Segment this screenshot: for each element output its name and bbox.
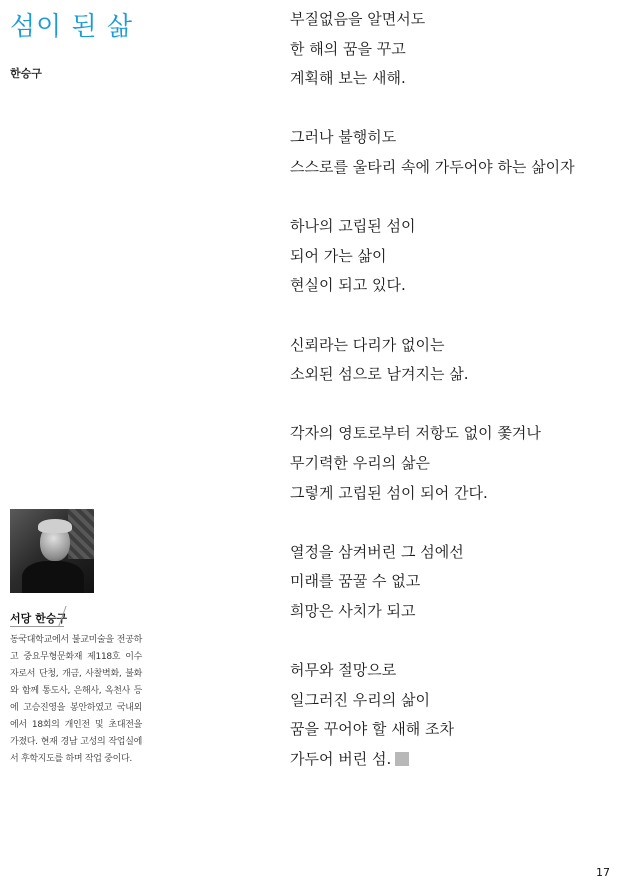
poem-line: 한 해의 꿈을 꾸고 [290, 39, 406, 58]
poem-line: 그렇게 고립된 섬이 되어 간다. [290, 483, 488, 502]
poem-line: 꿈을 꾸어야 할 새해 조차 [290, 720, 454, 739]
poem-line: 부질없음을 알면서도 [290, 10, 426, 28]
page-number: 17 [596, 866, 610, 879]
poem-body [290, 5, 610, 774]
bio-divider [10, 626, 64, 627]
bio-name: 서당 한승구 [10, 612, 67, 625]
stanza-gap [290, 301, 610, 331]
poem-line: 계획해 보는 새해. [290, 69, 406, 88]
photo-figure-hair [38, 519, 72, 533]
stanza-gap [290, 626, 610, 656]
poem-line: 그러나 불행히도 [290, 128, 397, 147]
poem-line: 하나의 고립된 섬이 [290, 217, 416, 236]
poem-line: 스스로를 울타리 속에 가두어야 하는 삶이자 [290, 157, 575, 176]
stanza-gap [290, 390, 610, 420]
poem-line: 현실이 되고 있다. [290, 276, 406, 295]
photo-figure-body [22, 561, 84, 593]
photo-background-art [68, 509, 94, 559]
bio-text: 동국대학교에서 불교미술을 전공하고 중요무형문화재 제118호 이수자로서 단청, 개금, 사찰벽화, 불화와 함께 통도사, 은해사, 옥천사 등에 고승진영을 봉안하였고 국내외에서 18회의 개인전 및 초대전을 가졌다. 현재 경남 고성의 작업실에서 후학지도를 하며 작업 중이다. [10, 635, 142, 764]
author-name: 한승구 [10, 67, 42, 80]
stanza-gap [290, 94, 610, 124]
poem-line: 신뢰라는 다리가 없이는 [290, 335, 445, 354]
poem-line: 일그러진 우리의 삶이 [290, 690, 430, 709]
poem-line: 소외된 섬으로 남겨지는 삶. [290, 365, 469, 384]
poem-last-text: 가두어 버린 섬. [290, 749, 392, 768]
poem-line: 허무와 절망으로 [290, 661, 397, 680]
stanza-gap [290, 508, 610, 538]
poem-line-last [290, 745, 610, 775]
poem-title: 섬이 된 삶 [10, 12, 133, 42]
author-photo [10, 509, 94, 593]
poem-line: 무기력한 우리의 삶은 [290, 453, 430, 472]
poem-line: 각자의 영토로부터 저항도 없이 쫓겨나 [290, 424, 541, 443]
end-mark-icon [395, 752, 409, 766]
poem-line: 되어 가는 삶이 [290, 246, 387, 265]
poem-line: 열정을 삼켜버린 그 섬에선 [290, 542, 464, 561]
poem-line: 희망은 사치가 되고 [290, 601, 416, 620]
stanza-gap [290, 183, 610, 213]
poem-line: 미래를 꿈꿀 수 없고 [290, 572, 421, 591]
